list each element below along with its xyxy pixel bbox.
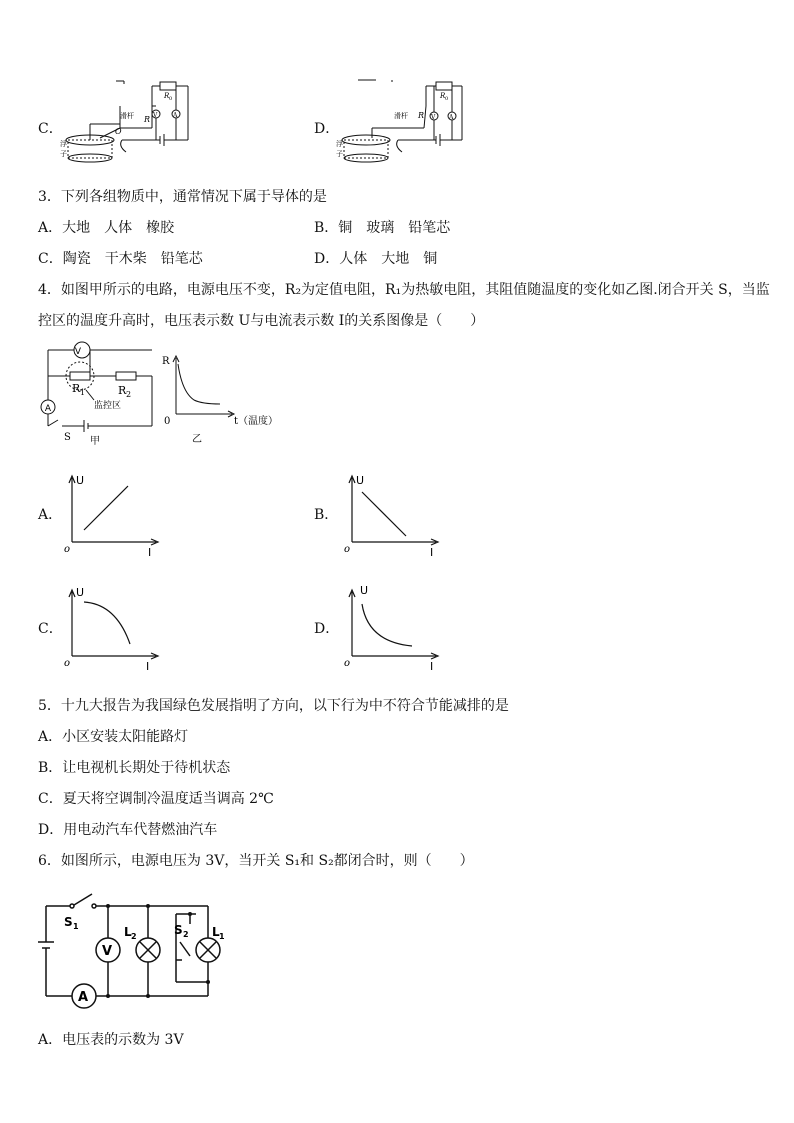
- svg-text:o: o: [64, 544, 71, 555]
- svg-text:浮: 浮: [60, 140, 67, 148]
- q5-stem: 5．十九大报告为我国绿色发展指明了方向，以下行为中不符合节能减排的是: [38, 698, 509, 714]
- svg-text:1: 1: [73, 922, 79, 931]
- svg-text:I: I: [430, 660, 434, 672]
- svg-text:R: R: [418, 111, 425, 120]
- q3-option-b: B．铜 玻璃 铅笔芯: [314, 220, 451, 236]
- q3-stem: 3．下列各组物质中，通常情况下属于导体的是: [38, 189, 327, 205]
- svg-text:U: U: [356, 474, 365, 487]
- q3-option-a: A．大地 人体 橡胶: [38, 220, 175, 236]
- q3-option-c: C．陶瓷 干木柴 铅笔芯: [38, 251, 203, 267]
- q3-option-d: D．人体 大地 铜: [314, 251, 438, 267]
- svg-text:R: R: [144, 115, 151, 124]
- svg-text:0: 0: [445, 96, 449, 102]
- svg-text:监控区: 监控区: [94, 401, 122, 411]
- q2-option-d-figure: [336, 76, 476, 166]
- svg-text:U: U: [76, 586, 85, 599]
- q6-stem: 6．如图所示，电源电压为 3V，当开关 S₁和 S₂都闭合时，则（ ）: [38, 853, 474, 869]
- svg-text:I: I: [148, 546, 152, 559]
- q4-option-b-label: B．: [314, 507, 339, 523]
- q4-figure-yi: [156, 352, 288, 452]
- q4-option-b-graph: [340, 470, 450, 560]
- svg-text:S: S: [64, 432, 71, 443]
- svg-text:A: A: [173, 112, 178, 119]
- svg-text:o: o: [344, 658, 351, 669]
- svg-text:子: 子: [60, 150, 67, 158]
- svg-text:乙: 乙: [192, 434, 202, 445]
- svg-text:O: O: [115, 127, 122, 136]
- svg-text:t（温度）: t（温度）: [234, 416, 279, 427]
- svg-text:1: 1: [219, 932, 225, 941]
- q4-option-a-label: A．: [38, 507, 63, 523]
- svg-text:L: L: [124, 925, 132, 939]
- q4-stem-line1: 4．如图甲所示的电路，电源电压不变，R₂为定值电阻，R₁为热敏电阻，其阻值随温度的变化如乙图.闭合开关 S，当监: [38, 282, 770, 298]
- q2-option-d-label: D．: [314, 121, 340, 137]
- svg-text:R: R: [162, 356, 170, 367]
- svg-text:2: 2: [126, 390, 132, 399]
- q4-option-d-graph: [340, 582, 450, 672]
- q4-option-c-label: C．: [38, 621, 63, 637]
- svg-text:I: I: [146, 660, 150, 672]
- svg-text:V: V: [102, 944, 113, 959]
- svg-text:甲: 甲: [90, 436, 100, 447]
- svg-text:V: V: [431, 114, 436, 121]
- svg-text:S: S: [174, 923, 183, 937]
- svg-text:2: 2: [183, 930, 189, 939]
- svg-text:浮: 浮: [336, 140, 343, 148]
- svg-text:R: R: [72, 382, 81, 395]
- q2-option-c-figure: [60, 76, 200, 166]
- svg-text:2: 2: [131, 932, 137, 941]
- svg-text:A: A: [78, 990, 89, 1005]
- svg-text:U: U: [76, 474, 85, 487]
- svg-text:o: o: [344, 544, 351, 555]
- q5-option-d: D．用电动汽车代替燃油汽车: [38, 822, 218, 838]
- svg-text:R: R: [164, 92, 170, 100]
- svg-text:L: L: [212, 925, 220, 939]
- svg-text:子: 子: [336, 150, 343, 158]
- q6-option-a: A．电压表的示数为 3V: [38, 1032, 184, 1048]
- svg-text:A: A: [44, 404, 52, 414]
- svg-text:V: V: [74, 347, 82, 357]
- svg-text:1: 1: [80, 388, 86, 397]
- svg-text:A: A: [449, 114, 454, 121]
- q4-option-d-label: D．: [314, 621, 340, 637]
- q5-option-a: A．小区安装太阳能路灯: [38, 729, 189, 745]
- svg-text:滑杆: 滑杆: [120, 112, 134, 120]
- q5-option-b: B．让电视机长期处于待机状态: [38, 760, 231, 776]
- q4-option-a-graph: [60, 470, 170, 560]
- svg-text:V: V: [153, 112, 158, 119]
- q4-stem-line2: 控区的温度升高时，电压表示数 U与电流表示数 I的关系图像是（ ）: [38, 313, 485, 329]
- svg-text:R: R: [118, 384, 127, 397]
- q5-option-c: C．夏天将空调制冷温度适当调高 2℃: [38, 791, 274, 807]
- svg-text:U: U: [360, 584, 369, 597]
- q2-option-c-label: C．: [38, 121, 63, 137]
- svg-text:I: I: [430, 546, 434, 559]
- q4-option-c-graph: [60, 582, 170, 672]
- q6-circuit-figure: [36, 884, 226, 1014]
- svg-text:o: o: [64, 658, 71, 669]
- q4-yi-zero: 0: [164, 416, 171, 427]
- svg-text:滑杆: 滑杆: [394, 112, 408, 120]
- svg-text:0: 0: [169, 96, 173, 102]
- svg-text:R: R: [440, 92, 446, 100]
- q4-figure-jia: [36, 340, 156, 450]
- svg-text:S: S: [64, 915, 73, 929]
